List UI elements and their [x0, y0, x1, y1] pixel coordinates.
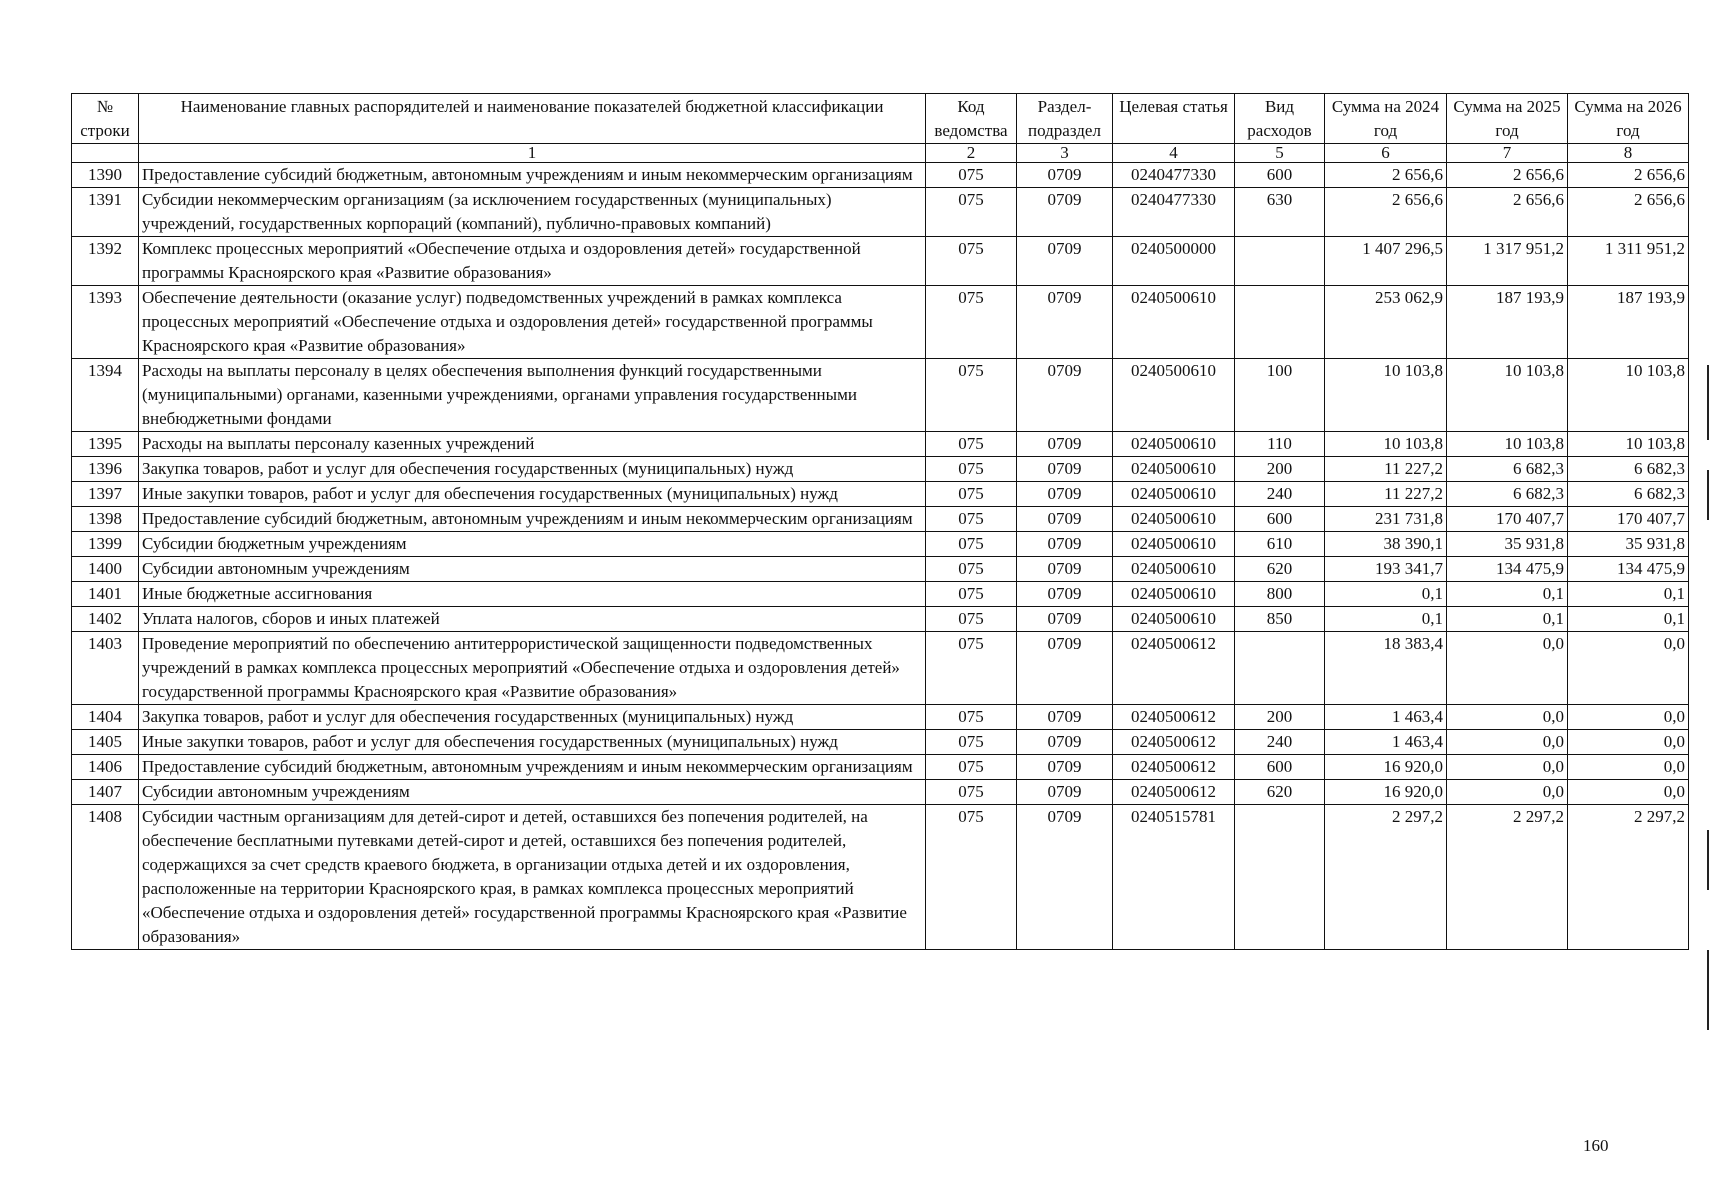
department-code: 075	[926, 755, 1017, 780]
sum-2025: 0,0	[1447, 632, 1568, 705]
table-row	[72, 482, 1689, 507]
expense-type: 240	[1235, 482, 1325, 507]
row-name: Субсидии автономным учреждениям	[139, 780, 926, 805]
sum-2024: 11 227,2	[1325, 457, 1447, 482]
column-index: 6	[1325, 144, 1447, 163]
sum-2024: 231 731,8	[1325, 507, 1447, 532]
target-article: 0240500610	[1113, 482, 1235, 507]
expense-type: 110	[1235, 432, 1325, 457]
sum-2024: 16 920,0	[1325, 780, 1447, 805]
target-article: 0240500612	[1113, 780, 1235, 805]
department-code: 075	[926, 705, 1017, 730]
row-number: 1407	[72, 780, 139, 805]
scan-margin-mark	[1707, 830, 1709, 890]
target-article: 0240515781	[1113, 805, 1235, 950]
sum-2025: 2 656,6	[1447, 163, 1568, 188]
target-article: 0240500610	[1113, 457, 1235, 482]
sum-2024: 2 656,6	[1325, 163, 1447, 188]
sum-2025: 10 103,8	[1447, 432, 1568, 457]
target-article: 0240500610	[1113, 532, 1235, 557]
target-article: 0240500610	[1113, 286, 1235, 359]
table-row	[72, 632, 1689, 705]
sum-2026: 6 682,3	[1568, 482, 1689, 507]
table-row	[72, 188, 1689, 237]
sum-2024: 2 656,6	[1325, 188, 1447, 237]
table-row	[72, 557, 1689, 582]
expense-type: 800	[1235, 582, 1325, 607]
row-number: 1391	[72, 188, 139, 237]
sum-2025: 0,0	[1447, 780, 1568, 805]
column-index: 8	[1568, 144, 1689, 163]
row-name: Иные закупки товаров, работ и услуг для обеспечения государственных (муниципальных) нужд	[139, 482, 926, 507]
target-article: 0240500610	[1113, 359, 1235, 432]
target-article: 0240500610	[1113, 607, 1235, 632]
department-code: 075	[926, 507, 1017, 532]
sum-2024: 2 297,2	[1325, 805, 1447, 950]
row-name: Предоставление субсидий бюджетным, автономным учреждениям и иным некоммерческим организациям	[139, 755, 926, 780]
sum-2024: 16 920,0	[1325, 755, 1447, 780]
department-code: 075	[926, 359, 1017, 432]
sum-2025: 1 317 951,2	[1447, 237, 1568, 286]
section-code: 0709	[1017, 755, 1113, 780]
sum-2025: 35 931,8	[1447, 532, 1568, 557]
row-number: 1404	[72, 705, 139, 730]
sum-2024: 10 103,8	[1325, 359, 1447, 432]
expense-type: 200	[1235, 457, 1325, 482]
row-name: Субсидии некоммерческим организациям (за исключением государственных (муниципальных) учреждений, государственных корпораций (компаний), публично-правовых компаний)	[139, 188, 926, 237]
row-name: Обеспечение деятельности (оказание услуг) подведомственных учреждений в рамках комплекса процессных мероприятий «Обеспечение отдыха и оздоровления детей» государственной программы Красноярского края «Развитие образования»	[139, 286, 926, 359]
expense-type: 600	[1235, 163, 1325, 188]
column-index: 4	[1113, 144, 1235, 163]
header-name: Наименование главных распорядителей и наименование показателей бюджетной классификации	[139, 94, 926, 144]
sum-2025: 134 475,9	[1447, 557, 1568, 582]
department-code: 075	[926, 286, 1017, 359]
section-code: 0709	[1017, 805, 1113, 950]
sum-2026: 0,0	[1568, 705, 1689, 730]
column-index: 7	[1447, 144, 1568, 163]
row-number: 1401	[72, 582, 139, 607]
row-number: 1395	[72, 432, 139, 457]
sum-2026: 2 656,6	[1568, 188, 1689, 237]
sum-2024: 10 103,8	[1325, 432, 1447, 457]
header-section: Раздел-подраздел	[1017, 94, 1113, 144]
sum-2025: 0,0	[1447, 755, 1568, 780]
sum-2025: 0,1	[1447, 582, 1568, 607]
row-number: 1400	[72, 557, 139, 582]
target-article: 0240500610	[1113, 507, 1235, 532]
department-code: 075	[926, 730, 1017, 755]
department-code: 075	[926, 163, 1017, 188]
sum-2025: 0,1	[1447, 607, 1568, 632]
sum-2024: 193 341,7	[1325, 557, 1447, 582]
row-name: Субсидии автономным учреждениям	[139, 557, 926, 582]
sum-2025: 2 297,2	[1447, 805, 1568, 950]
expense-type: 850	[1235, 607, 1325, 632]
sum-2025: 170 407,7	[1447, 507, 1568, 532]
row-number: 1392	[72, 237, 139, 286]
row-name: Субсидии бюджетным учреждениям	[139, 532, 926, 557]
table-row	[72, 432, 1689, 457]
row-name: Субсидии частным организациям для детей-сирот и детей, оставшихся без попечения родителей, на обеспечение бесплатными путевками детей-сирот и детей, оставшихся без попечения родителей, содержащихся за счет средств краевого бюджета, в организации отдыха детей и их оздоровления, расположенные на территории Красноярского края, в рамках комплекса процессных мероприятий «Обеспечение отдыха и оздоровления детей» государственной программы Красноярского края «Развитие образования»	[139, 805, 926, 950]
sum-2026: 0,0	[1568, 755, 1689, 780]
sum-2026: 170 407,7	[1568, 507, 1689, 532]
department-code: 075	[926, 482, 1017, 507]
table-row	[72, 286, 1689, 359]
target-article: 0240477330	[1113, 163, 1235, 188]
section-code: 0709	[1017, 607, 1113, 632]
row-number: 1393	[72, 286, 139, 359]
sum-2026: 134 475,9	[1568, 557, 1689, 582]
sum-2026: 6 682,3	[1568, 457, 1689, 482]
section-code: 0709	[1017, 780, 1113, 805]
expense-type: 600	[1235, 755, 1325, 780]
expense-type: 610	[1235, 532, 1325, 557]
table-row	[72, 237, 1689, 286]
expense-type: 200	[1235, 705, 1325, 730]
header-expense-type: Вид расходов	[1235, 94, 1325, 144]
row-name: Закупка товаров, работ и услуг для обеспечения государственных (муниципальных) нужд	[139, 457, 926, 482]
row-name: Расходы на выплаты персоналу казенных учреждений	[139, 432, 926, 457]
department-code: 075	[926, 607, 1017, 632]
row-name: Комплекс процессных мероприятий «Обеспечение отдыха и оздоровления детей» государственной программы Красноярского края «Развитие образования»	[139, 237, 926, 286]
expense-type: 600	[1235, 507, 1325, 532]
row-number: 1397	[72, 482, 139, 507]
column-index: 1	[139, 144, 926, 163]
expense-type	[1235, 286, 1325, 359]
section-code: 0709	[1017, 582, 1113, 607]
section-code: 0709	[1017, 432, 1113, 457]
department-code: 075	[926, 237, 1017, 286]
target-article: 0240500610	[1113, 432, 1235, 457]
target-article: 0240500612	[1113, 730, 1235, 755]
budget-table-wrapper	[71, 93, 1685, 950]
table-row	[72, 780, 1689, 805]
header-row-number: № строки	[72, 94, 139, 144]
section-code: 0709	[1017, 163, 1113, 188]
section-code: 0709	[1017, 532, 1113, 557]
table-row	[72, 532, 1689, 557]
header-sum-2024: Сумма на 2024 год	[1325, 94, 1447, 144]
header-target-article: Целевая статья	[1113, 94, 1235, 144]
department-code: 075	[926, 532, 1017, 557]
expense-type	[1235, 237, 1325, 286]
sum-2025: 6 682,3	[1447, 457, 1568, 482]
sum-2024: 11 227,2	[1325, 482, 1447, 507]
scan-margin-mark	[1707, 950, 1709, 1030]
sum-2025: 0,0	[1447, 730, 1568, 755]
expense-type	[1235, 805, 1325, 950]
table-row	[72, 730, 1689, 755]
sum-2026: 0,1	[1568, 607, 1689, 632]
target-article: 0240477330	[1113, 188, 1235, 237]
column-index: 5	[1235, 144, 1325, 163]
section-code: 0709	[1017, 359, 1113, 432]
sum-2026: 0,1	[1568, 582, 1689, 607]
department-code: 075	[926, 557, 1017, 582]
sum-2026: 10 103,8	[1568, 432, 1689, 457]
expense-type: 240	[1235, 730, 1325, 755]
sum-2026: 2 656,6	[1568, 163, 1689, 188]
target-article: 0240500612	[1113, 755, 1235, 780]
row-name: Закупка товаров, работ и услуг для обеспечения государственных (муниципальных) нужд	[139, 705, 926, 730]
sum-2025: 2 656,6	[1447, 188, 1568, 237]
row-name: Иные бюджетные ассигнования	[139, 582, 926, 607]
target-article: 0240500610	[1113, 582, 1235, 607]
section-code: 0709	[1017, 188, 1113, 237]
sum-2025: 187 193,9	[1447, 286, 1568, 359]
column-index: 2	[926, 144, 1017, 163]
sum-2024: 253 062,9	[1325, 286, 1447, 359]
department-code: 075	[926, 632, 1017, 705]
section-code: 0709	[1017, 507, 1113, 532]
department-code: 075	[926, 780, 1017, 805]
header-row	[72, 94, 1689, 144]
expense-type: 630	[1235, 188, 1325, 237]
row-number: 1399	[72, 532, 139, 557]
row-name: Предоставление субсидий бюджетным, автономным учреждениям и иным некоммерческим организациям	[139, 507, 926, 532]
expense-type: 100	[1235, 359, 1325, 432]
column-index	[72, 144, 139, 163]
sum-2026: 0,0	[1568, 632, 1689, 705]
column-index: 3	[1017, 144, 1113, 163]
target-article: 0240500612	[1113, 632, 1235, 705]
table-body	[72, 163, 1689, 950]
sum-2024: 0,1	[1325, 582, 1447, 607]
sum-2024: 1 463,4	[1325, 730, 1447, 755]
row-number: 1394	[72, 359, 139, 432]
table-row	[72, 359, 1689, 432]
scan-margin-mark	[1707, 470, 1709, 520]
row-number: 1403	[72, 632, 139, 705]
sum-2026: 10 103,8	[1568, 359, 1689, 432]
expense-type	[1235, 632, 1325, 705]
row-number: 1406	[72, 755, 139, 780]
expense-type: 620	[1235, 557, 1325, 582]
table-row	[72, 705, 1689, 730]
sum-2024: 0,1	[1325, 607, 1447, 632]
department-code: 075	[926, 457, 1017, 482]
department-code: 075	[926, 188, 1017, 237]
sum-2025: 0,0	[1447, 705, 1568, 730]
section-code: 0709	[1017, 730, 1113, 755]
section-code: 0709	[1017, 557, 1113, 582]
sum-2026: 2 297,2	[1568, 805, 1689, 950]
sum-2025: 10 103,8	[1447, 359, 1568, 432]
expense-type: 620	[1235, 780, 1325, 805]
section-code: 0709	[1017, 286, 1113, 359]
header-sum-2026: Сумма на 2026 год	[1568, 94, 1689, 144]
sum-2024: 18 383,4	[1325, 632, 1447, 705]
row-name: Уплата налогов, сборов и иных платежей	[139, 607, 926, 632]
section-code: 0709	[1017, 237, 1113, 286]
sum-2026: 187 193,9	[1568, 286, 1689, 359]
row-name: Предоставление субсидий бюджетным, автономным учреждениям и иным некоммерческим организациям	[139, 163, 926, 188]
section-code: 0709	[1017, 457, 1113, 482]
department-code: 075	[926, 805, 1017, 950]
row-number: 1390	[72, 163, 139, 188]
row-name: Расходы на выплаты персоналу в целях обеспечения выполнения функций государственными (муниципальными) органами, казенными учреждениями, органами управления государственными внебюджетными фондами	[139, 359, 926, 432]
row-name: Проведение мероприятий по обеспечению антитеррористической защищенности подведомственных учреждений в рамках комплекса процессных мероприятий «Обеспечение отдыха и оздоровления детей» государственной программы Красноярского края «Развитие образования»	[139, 632, 926, 705]
department-code: 075	[926, 432, 1017, 457]
row-number: 1396	[72, 457, 139, 482]
row-number: 1405	[72, 730, 139, 755]
header-department-code: Код ведомства	[926, 94, 1017, 144]
scan-margin-mark	[1707, 365, 1709, 440]
column-index-row	[72, 144, 1689, 163]
sum-2024: 1 463,4	[1325, 705, 1447, 730]
section-code: 0709	[1017, 632, 1113, 705]
section-code: 0709	[1017, 705, 1113, 730]
table-row	[72, 457, 1689, 482]
table-row	[72, 507, 1689, 532]
sum-2026: 0,0	[1568, 730, 1689, 755]
table-row	[72, 607, 1689, 632]
target-article: 0240500610	[1113, 557, 1235, 582]
row-name: Иные закупки товаров, работ и услуг для обеспечения государственных (муниципальных) нужд	[139, 730, 926, 755]
department-code: 075	[926, 582, 1017, 607]
sum-2025: 6 682,3	[1447, 482, 1568, 507]
table-row	[72, 163, 1689, 188]
page-number: 160	[1583, 1136, 1609, 1155]
header-sum-2025: Сумма на 2025 год	[1447, 94, 1568, 144]
sum-2026: 0,0	[1568, 780, 1689, 805]
table-row	[72, 582, 1689, 607]
budget-table	[71, 93, 1689, 950]
table-row	[72, 755, 1689, 780]
table-row	[72, 805, 1689, 950]
row-number: 1402	[72, 607, 139, 632]
row-number: 1398	[72, 507, 139, 532]
sum-2024: 38 390,1	[1325, 532, 1447, 557]
section-code: 0709	[1017, 482, 1113, 507]
sum-2024: 1 407 296,5	[1325, 237, 1447, 286]
sum-2026: 35 931,8	[1568, 532, 1689, 557]
sum-2026: 1 311 951,2	[1568, 237, 1689, 286]
row-number: 1408	[72, 805, 139, 950]
target-article: 0240500612	[1113, 705, 1235, 730]
target-article: 0240500000	[1113, 237, 1235, 286]
